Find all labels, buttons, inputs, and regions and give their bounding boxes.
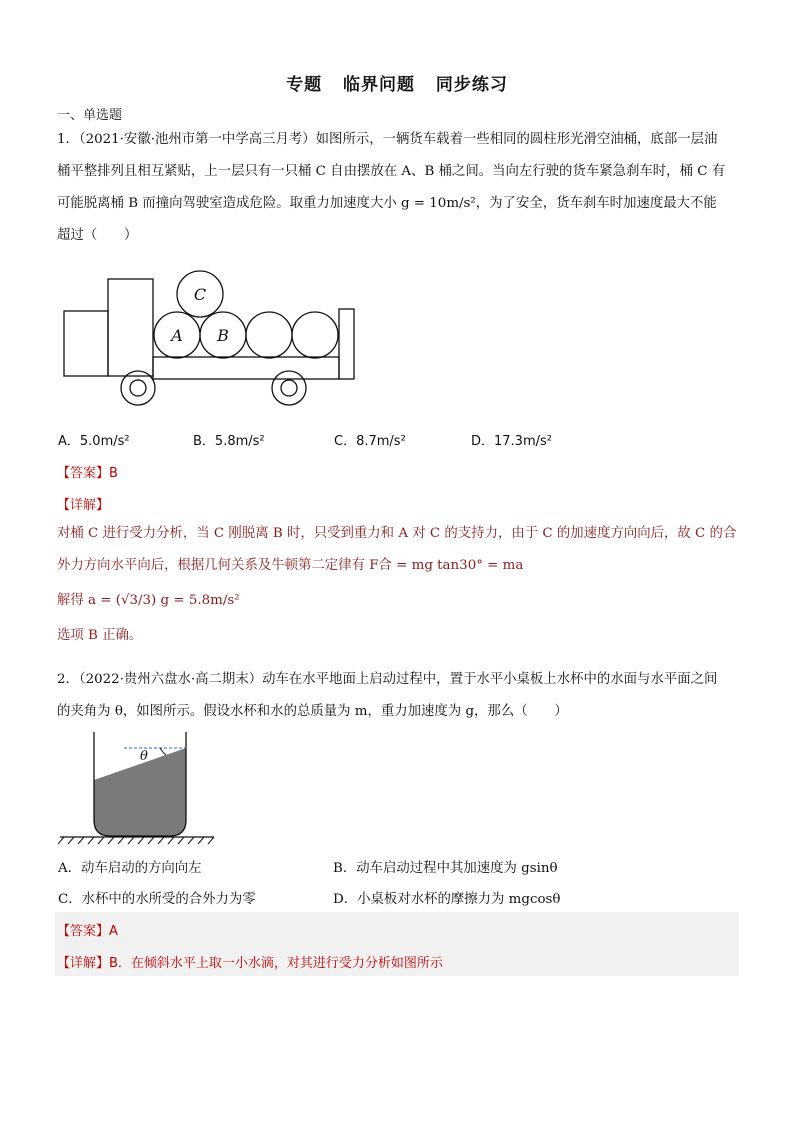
q1-detail-line3: 解得 a = (√3/3) g = 5.8m/s² xyxy=(57,593,240,608)
q1-detail-line2: 外力方向水平向后，根据几何关系及牛顿第二定律有 F合 = mg tan30° = ma xyxy=(57,558,524,573)
barrel-5 xyxy=(292,312,338,358)
q1-line1: 1．（2021·安徽·池州市第一中学高三月考）如图所示，一辆货车载着一些相同的圆柱形光滑空油桶，底部一层油 xyxy=(57,132,718,147)
q1-option-d[interactable]: D．17.3m/s² xyxy=(471,434,552,449)
q1-detail-line4: 选项 B 正确。 xyxy=(57,628,143,643)
q2-line1: 2．（2022·贵州六盘水·高二期末）动车在水平地面上启动过程中，置于水平小桌板上水杯中的水面与水平面之间 xyxy=(57,672,718,687)
q2-answer: 【答案】A xyxy=(57,924,118,939)
q1-option-a[interactable]: A．5.0m/s² xyxy=(58,434,130,449)
q2-line2: 的夹角为 θ，如图所示。假设水杯和水的总质量为 m，重力加速度为 g，那么（ ） xyxy=(57,704,568,719)
truck-cab-front xyxy=(64,311,108,376)
table-hatch xyxy=(58,837,214,844)
q1-detail-tag: 【详解】 xyxy=(57,498,110,513)
q2-detail: 【详解】B．在倾斜水平上取一小水滴，对其进行受力分析如图所示 xyxy=(57,956,443,971)
q2-answer-box xyxy=(55,912,739,976)
label-a: A xyxy=(171,326,183,345)
label-b: B xyxy=(217,326,229,345)
page-title: 专题 临界问题 同步练习 xyxy=(286,75,508,95)
section-heading: 一、单选题 xyxy=(57,108,123,123)
label-c: C xyxy=(193,285,207,304)
q1-line2: 桶平整排列且相互紧贴，上一层只有一只桶 C 自由摆放在 A、B 桶之间。当向左行驶的货车紧急刹车时，桶 C 有 xyxy=(57,164,726,179)
truck-tailgate xyxy=(339,309,354,379)
q1-detail-line1: 对桶 C 进行受力分析，当 C 刚脱离 B 时，只受到重力和 A 对 C 的支持力，由于 C 的加速度方向向后，故 C 的合 xyxy=(57,526,737,541)
truck-wheel-rear xyxy=(272,371,306,405)
q2-option-d[interactable]: D．小桌板对水杯的摩擦力为 mgcosθ xyxy=(333,892,561,907)
theta-label: θ xyxy=(140,749,148,764)
q1-option-b[interactable]: B．5.8m/s² xyxy=(193,434,265,449)
cup-figure xyxy=(58,730,218,848)
q2-option-c[interactable]: C．水杯中的水所受的合外力为零 xyxy=(58,892,256,907)
angle-arc xyxy=(160,748,166,755)
q2-text xyxy=(57,664,741,728)
barrel-4 xyxy=(246,312,292,358)
q1-detail xyxy=(57,518,741,652)
q1-answer: 【答案】B xyxy=(57,466,118,481)
q2-option-b[interactable]: B．动车启动过程中其加速度为 gsinθ xyxy=(333,861,558,876)
q2-option-a[interactable]: A．动车启动的方向向左 xyxy=(58,861,202,876)
truck-cab xyxy=(108,279,153,376)
q1-line3: 可能脱离桶 B 而撞向驾驶室造成危险。取重力加速度大小 g = 10m/s²，为了安全，货车刹车时加速度最大不能 xyxy=(57,196,717,211)
q1-option-c[interactable]: C．8.7m/s² xyxy=(334,434,406,449)
truck-bed xyxy=(153,357,339,379)
truck-figure xyxy=(60,268,360,410)
q1-line4: 超过（ ） xyxy=(57,228,138,243)
q1-text xyxy=(57,124,741,252)
